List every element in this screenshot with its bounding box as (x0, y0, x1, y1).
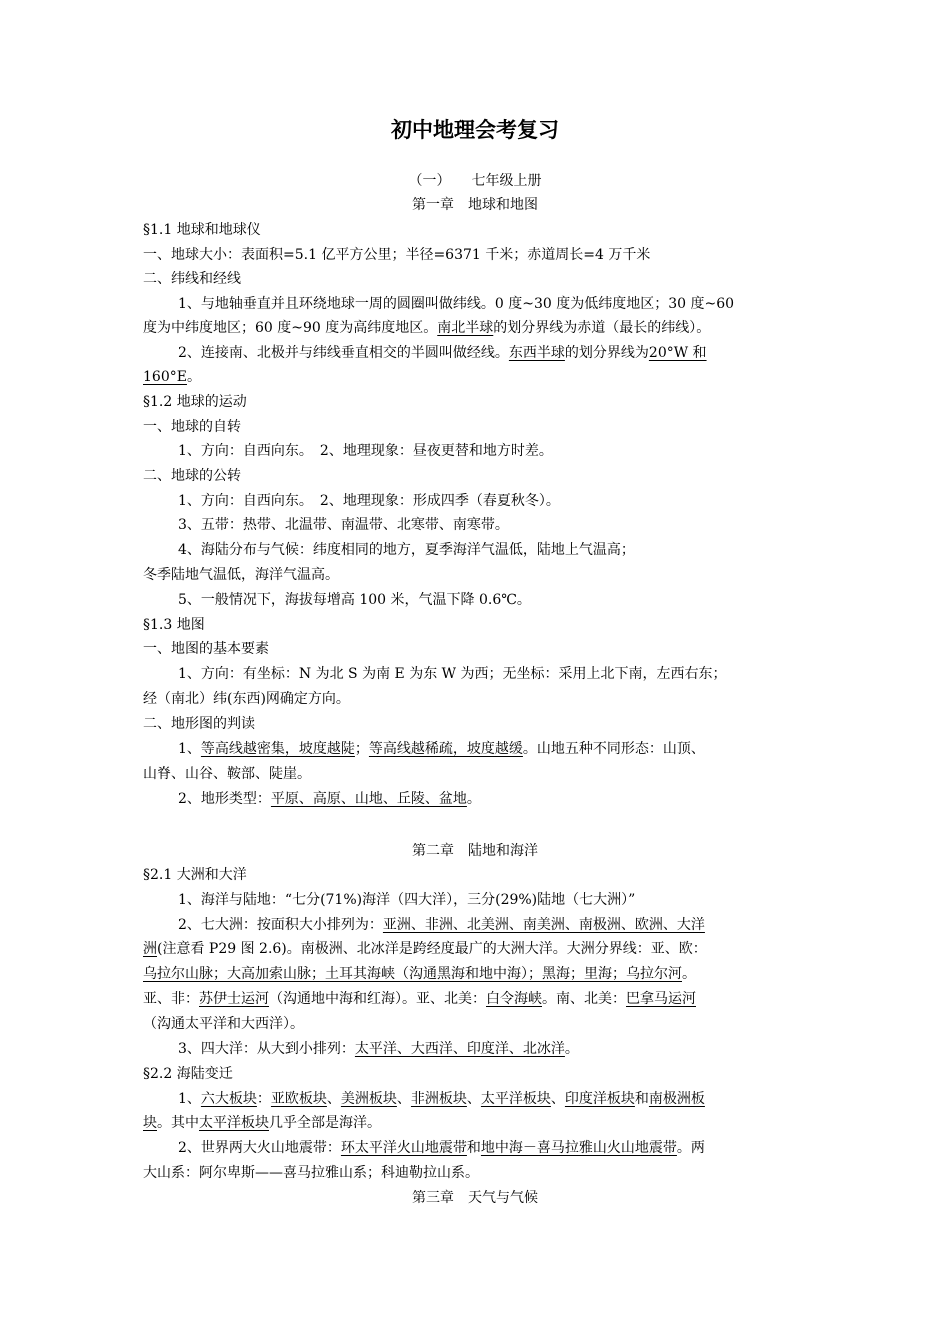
underlined-text: 亚欧板块 (270, 1091, 327, 1107)
text-span: 2、地形类型： (178, 791, 271, 807)
text-span: 和 (634, 1091, 649, 1107)
paragraph (178, 788, 807, 810)
text-span: 2、七大洲：按面积大小排列为： (178, 917, 383, 933)
underlined-text: 六大板块 (200, 1091, 257, 1107)
underlined-text: 等高线越稀疏，坡度越缓 (368, 741, 523, 757)
underlined-text: 东西半球 (508, 345, 565, 361)
paragraph: 冬季陆地气温低，海洋气温高。 (143, 567, 339, 583)
section-1-1-heading: §1.1 地球和地球仪 (143, 222, 261, 238)
paragraph: 大山系：阿尔卑斯——喜马拉雅山系；科迪勒拉山系。 (143, 1165, 479, 1181)
underlined-text: 太平洋、大西洋、印度洋、北冰洋 (354, 1041, 565, 1057)
text-span: 、 (396, 1091, 411, 1107)
underlined-text: 20°W 和 (648, 345, 707, 361)
paragraph: 1、方向：自西向东。 2、地理现象：形成四季（春夏秋冬）。 (178, 493, 560, 509)
text-span: 2、连接南、北极并与纬线垂直相交的半圆叫做经线。 (178, 345, 509, 361)
underlined-text: 洲 (143, 941, 157, 957)
paragraph: （沟通太平洋和大西洋）。 (143, 1016, 304, 1032)
text-span: 。两 (676, 1140, 705, 1156)
text-span: 几乎全部是海洋。 (269, 1115, 381, 1131)
underlined-text: 亚洲、非洲、北美洲、南美洲、南极洲、欧洲、大洋 (382, 917, 705, 933)
paragraph (143, 963, 807, 985)
text-span: 1、 (178, 1091, 201, 1107)
underlined-text: 等高线越密集，坡度越陡 (200, 741, 355, 757)
underlined-text: 美洲板块 (340, 1091, 397, 1107)
text-span: ： (256, 1091, 271, 1107)
text-span: 的划分界线为 (564, 345, 649, 361)
paragraph: 3、五带：热带、北温带、南温带、北寒带、南寒带。 (178, 517, 509, 533)
chapter-3-heading: 第三章 天气与气候 (412, 1190, 538, 1206)
section-1-2-heading: §1.2 地球的运动 (143, 394, 247, 410)
paragraph: 山脊、山谷、鞍部、陡崖。 (143, 766, 311, 782)
paragraph: 4、海陆分布与气候：纬度相同的地方，夏季海洋气温低，陆地上气温高； (178, 542, 635, 558)
section-2-2-heading: §2.2 海陆变迁 (143, 1066, 233, 1082)
paragraph (178, 1038, 807, 1060)
paragraph (178, 342, 807, 364)
text-span: 度为中纬度地区；60 度~90 度为高纬度地区。 (143, 320, 438, 336)
paragraph: 1、与地轴垂直并且环绕地球一周的圆圈叫做纬线。0 度~30 度为低纬度地区；30 度~60 (178, 296, 735, 312)
underlined-text: 太平洋板块 (480, 1091, 551, 1107)
text-span: 。 (564, 1041, 579, 1057)
underlined-text: 环太平洋火山地震带 (340, 1140, 467, 1156)
paragraph: 一、地球的自转 (143, 419, 241, 435)
text-span: 。山地五种不同形态：山顶、 (522, 741, 705, 757)
text-span: （沟通地中海和红海）。亚、北美： (269, 991, 486, 1007)
paragraph (143, 366, 807, 388)
text-span: 和 (466, 1140, 481, 1156)
paragraph: 经（南北）纬(东西)网确定方向。 (143, 691, 350, 707)
underlined-text: 南极洲板 (648, 1091, 705, 1107)
paragraph (178, 1137, 807, 1159)
paragraph: 1、海洋与陆地：“七分(71%)海洋（四大洋），三分(29%)陆地（七大洲）” (178, 892, 636, 908)
paragraph (143, 1112, 807, 1134)
paragraph: 二、纬线和经线 (143, 271, 241, 287)
paragraph: 5、一般情况下，海拔每增高 100 米，气温下降 0.6℃。 (178, 592, 531, 608)
text-span: (注意看 P29 图 2.6)。南极洲、北冰洋是跨经度最广的大洲大洋。大洲分界线：亚、欧： (157, 941, 707, 957)
text-span: 。南、北美： (542, 991, 626, 1007)
underlined-text: 南北半球 (437, 320, 494, 336)
text-span: 亚、非： (143, 991, 199, 1007)
volume-heading: （一） 七年级上册 (408, 173, 542, 189)
paragraph (178, 738, 807, 760)
chapter-1-heading: 第一章 地球和地图 (412, 197, 538, 213)
underlined-text: 平原、高原、山地、丘陵、盆地 (270, 791, 467, 807)
text-span: 的划分界线为赤道（最长的纬线）。 (493, 320, 711, 336)
paragraph: 一、地球大小：表面积=5.1 亿平方公里；半径=6371 千米；赤道周长=4 万千米 (143, 247, 651, 263)
text-span: 2、世界两大火山地震带： (178, 1140, 341, 1156)
paragraph (143, 988, 807, 1010)
paragraph: 二、地球的公转 (143, 468, 241, 484)
text-span: 1、 (178, 741, 201, 757)
text-span: 。 (186, 369, 201, 385)
text-span: 、 (466, 1091, 481, 1107)
paragraph (178, 914, 807, 936)
paragraph (143, 938, 807, 960)
underlined-text: 太平洋板块 (199, 1115, 269, 1131)
underlined-text: 印度洋板块 (564, 1091, 635, 1107)
paragraph: 一、地图的基本要素 (143, 641, 269, 657)
underlined-text: 非洲板块 (410, 1091, 467, 1107)
paragraph (178, 1088, 807, 1110)
text-span: 。 (682, 966, 696, 982)
underlined-text: 乌拉尔山脉；大高加索山脉；土耳其海峡（沟通黑海和地中海）；黑海；里海；乌拉尔河 (143, 966, 682, 982)
paragraph: 1、方向：自西向东。 2、地理现象：昼夜更替和地方时差。 (178, 443, 553, 459)
text-span: 。 (466, 791, 481, 807)
document-title: 初中地理会考复习 (391, 118, 559, 142)
underlined-text: 苏伊士运河 (199, 991, 269, 1007)
paragraph: 二、地形图的判读 (143, 716, 255, 732)
underlined-text: 巴拿马运河 (626, 991, 696, 1007)
paragraph (143, 317, 807, 339)
underlined-text: 白令海峡 (486, 991, 542, 1007)
text-span: 、 (326, 1091, 341, 1107)
text-span: 3、四大洋：从大到小排列： (178, 1041, 355, 1057)
section-2-1-heading: §2.1 大洲和大洋 (143, 867, 247, 883)
chapter-2-heading: 第二章 陆地和海洋 (412, 843, 538, 859)
underlined-text: 地中海－喜马拉雅山火山地震带 (480, 1140, 677, 1156)
text-span: ； (354, 741, 369, 757)
underlined-text: 块 (143, 1115, 157, 1131)
paragraph: 1、方向：有坐标：N 为北 S 为南 E 为东 W 为西；无坐标：采用上北下南，左西右东； (178, 666, 727, 682)
text-span: 、 (550, 1091, 565, 1107)
section-1-3-heading: §1.3 地图 (143, 617, 205, 633)
underlined-text: 160°E (143, 369, 187, 385)
text-span: 。其中 (157, 1115, 199, 1131)
